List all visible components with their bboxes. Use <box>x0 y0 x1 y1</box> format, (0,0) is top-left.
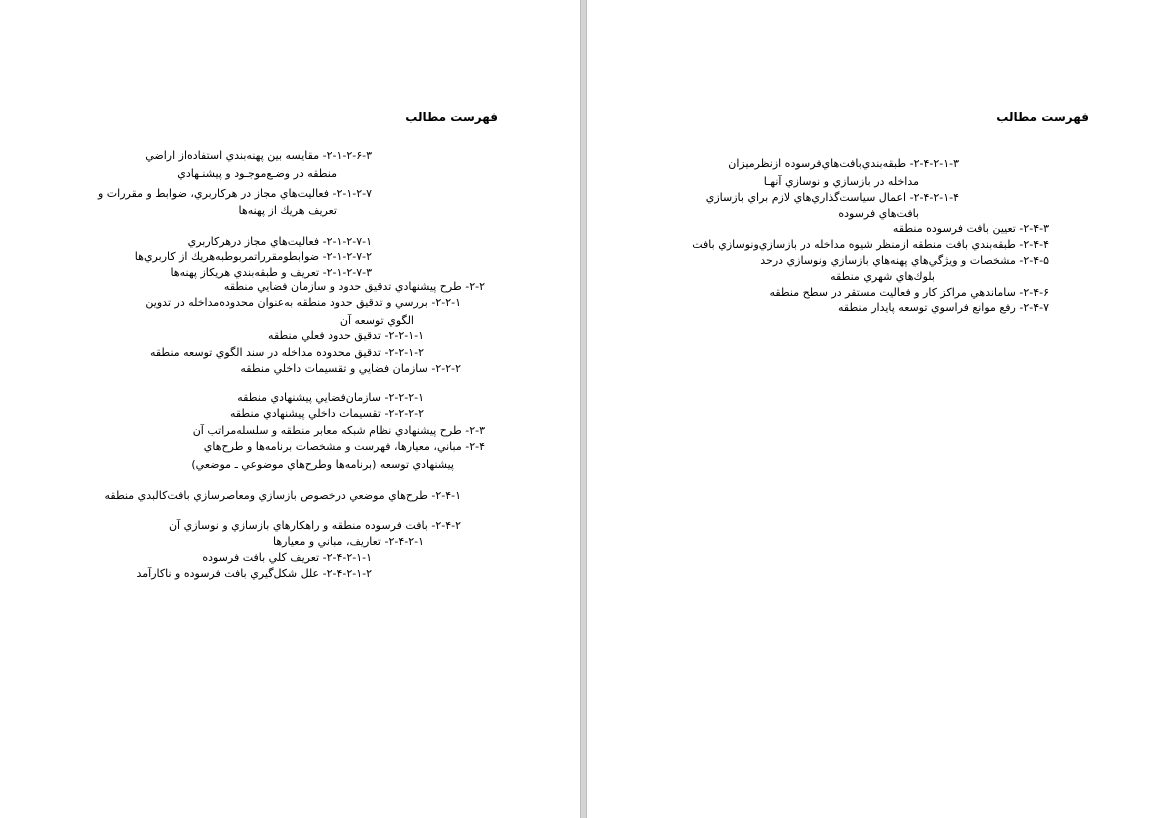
toc-entry: ۲-۲-۲-۱- سازمان‌فضايي پيشنهادي منطقه <box>237 391 424 404</box>
toc-entry: ۲-۱-۲-۷-۳- تعريف و طبقه‌بندي هريكاز پهنه‌ها <box>170 266 372 279</box>
toc-entry: ۲-۴-۲-۱- تعاريف، مباني و معيارها <box>273 535 424 548</box>
toc-entry: ۲-۱-۲-۷-۲- ضوابطومقرراتمربوطبه‌هريك از كاربري‌ها <box>134 250 372 263</box>
page-gutter <box>580 0 587 818</box>
toc-entry: ۲-۴-۲-۱-۳- طبقه‌بندي‌بافت‌هاي‌فرسوده ازنظرميزان <box>728 157 959 170</box>
toc-entry: ۲-۲-۱-۱- تدقيق حدود فعلي منطقه <box>268 329 424 342</box>
toc-entry: ۲-۲-۱- بررسي و تدقيق حدود منطقه به‌عنوان محدوده‌مداخله در تدوين <box>145 296 461 309</box>
toc-entry: ۲-۳- طرح پيشنهادي نظام شبكه معابر منطقه و سلسله‌مراتب آن <box>192 424 485 437</box>
toc-entry: ۲-۴- مباني، معيارها، فهرست و مشخصات برنامه‌ها و طرح‌هاي <box>203 440 485 453</box>
toc-entry: ۲-۴-۲-۱-۴- اعمال سياست‌گذاري‌هاي لازم براي بازسازي <box>705 191 959 204</box>
toc-entry: ۲-۲-۲- سازمان فضايي و تقسيمات داخلي منطقه <box>240 362 461 375</box>
right-page <box>587 0 1167 818</box>
toc-heading: فهرست مطالب <box>996 110 1089 124</box>
toc-entry: تعريف هريك از پهنه‌ها <box>238 204 337 217</box>
toc-entry: الگوي توسعه آن <box>339 314 414 327</box>
toc-entry: ۲-۴-۶- ساماندهي مراكز كار و فعاليت مستقر در سطح منطقه <box>769 286 1049 299</box>
toc-entry: ۲-۴-۵- مشخصات و ويژگي‌هاي پهنه‌هاي بازسازي ونوسازي درحد <box>760 254 1049 267</box>
toc-heading: فهرست مطالب <box>405 110 498 124</box>
toc-entry: ۲-۲-۲-۲- تقسيمات داخلي پيشنهادي منطقه <box>229 407 424 420</box>
left-page <box>0 0 580 818</box>
toc-entry: بلوك‌هاي شهري منطقه <box>830 270 935 283</box>
toc-entry: بافت‌هاي فرسوده <box>838 207 919 220</box>
toc-entry: ۲-۴-۳- تعيين بافت فرسوده منطقه <box>892 222 1049 235</box>
toc-entry: ۲-۲-۱-۲- تدقيق محدوده مداخله در سند الگوي توسعه منطقه <box>149 346 424 359</box>
toc-entry: ۲-۴-۲-۱-۱- تعريف كلي بافت فرسوده <box>202 551 372 564</box>
toc-entry: مداخله در بازسازي و نوسازي آنهـا <box>763 175 919 188</box>
toc-entry: ۲-۱-۲-۷-۱- فعاليت‌هاي مجاز درهركاربري <box>187 235 372 248</box>
toc-entry: ۲-۴-۲- بافت فرسوده منطقه و راهكارهاي بازسازي و نوسازي آن <box>168 519 461 532</box>
toc-entry: منطقه در وضـع‌موجـود و پيشنـهادي <box>177 167 337 180</box>
toc-entry: ۲-۱-۲-۷- فعاليت‌هاي مجاز در هركاربري، ضوابط و مقررات و <box>97 187 372 200</box>
toc-entry: ۲-۱-۲-۶-۳- مقايسه بين پهنه‌بندي استفاده‌از اراضي <box>145 149 372 162</box>
toc-entry: ۲-۴-۱- طرح‌هاي موضعي درخصوص بازسازي ومعاصرسازي بافت‌كالبدي منطقه <box>104 489 461 502</box>
toc-entry: ۲-۴-۷- رفع موانع فراسوي توسعه پايدار منطقه <box>838 301 1049 314</box>
toc-entry: ۲-۴-۲-۱-۲- علل شكل‌گيري بافت فرسوده و ناكارآمد <box>136 567 372 580</box>
toc-entry: ۲-۴-۴- طبقه‌بندي بافت منطقه ازمنظر شيوه مداخله در بازسازي‌ونوسازي بافت <box>692 238 1049 251</box>
toc-entry: پيشنهادي توسعه (برنامه‌ها وطرح‌هاي موضوعي ـ موضعي) <box>191 458 454 471</box>
toc-entry: ۲-۲- طرح پيشنهادي تدقيق حدود و سازمان فضايي منطقه <box>223 280 485 293</box>
